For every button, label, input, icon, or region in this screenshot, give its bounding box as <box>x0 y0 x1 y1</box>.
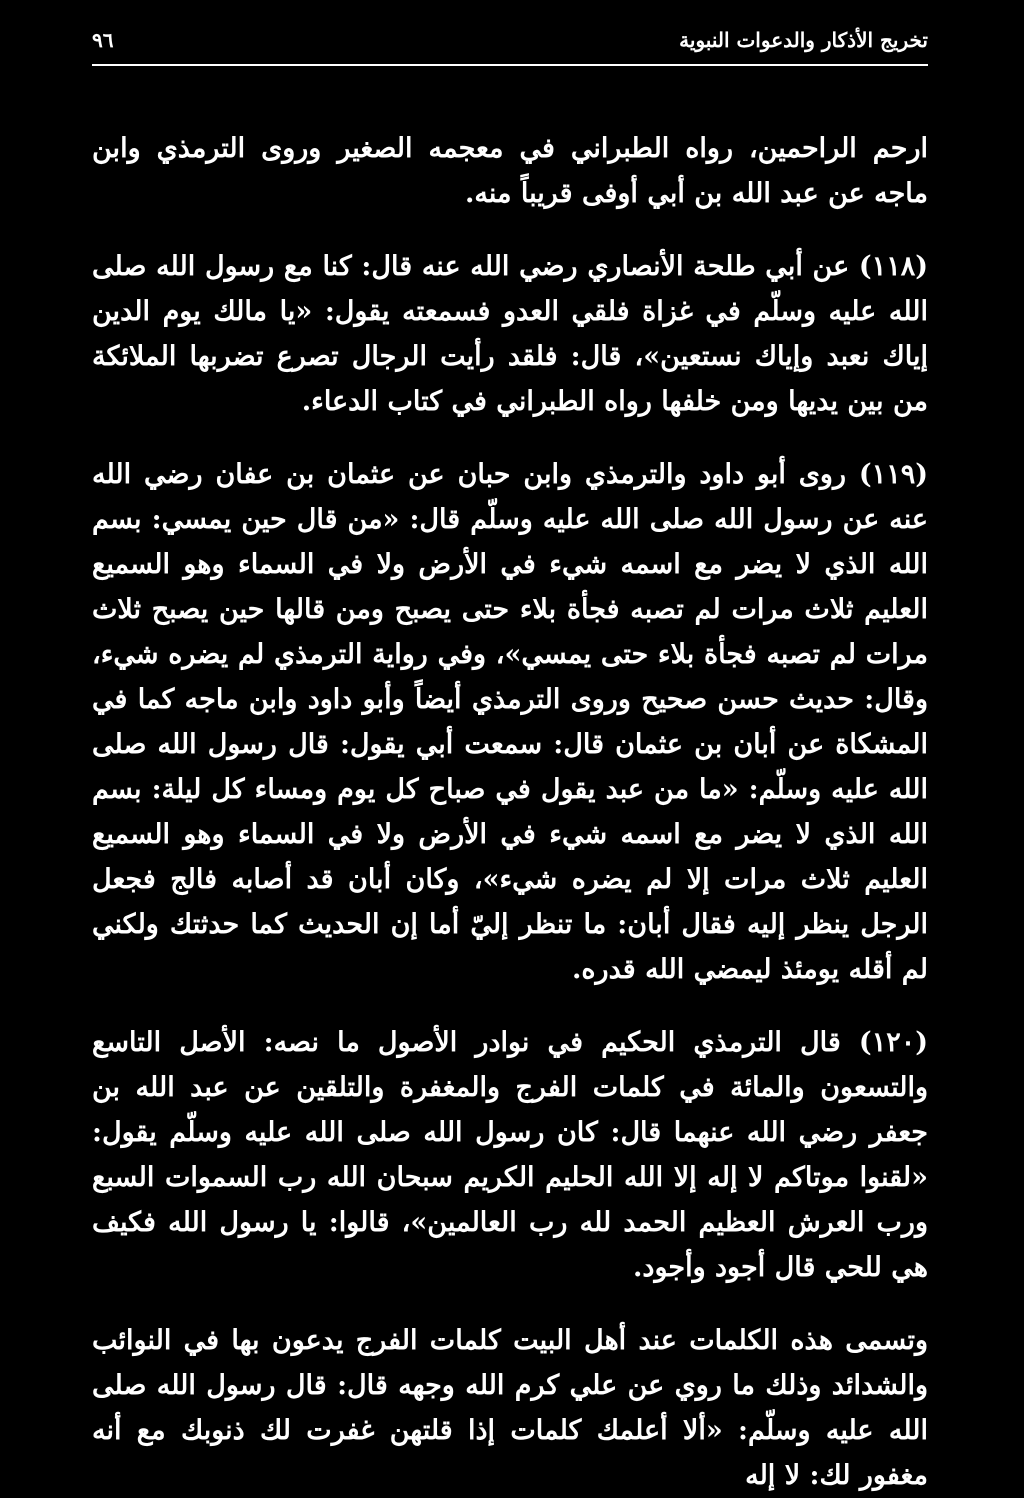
paragraph-continuation: ارحم الراحمين، رواه الطبراني في معجمه الصغير وروى الترمذي وابن ماجه عن عبد الله بن أبي أوفى قريباً منه. <box>92 133 928 209</box>
paragraph-hadith-119: (١١٩) روى أبو داود والترمذي وابن حبان عن عثمان بن عفان رضي الله عنه عن رسول الله صلى الله عليه وسلّم قال: «من قال حين يمسي: بسم الله الذي لا يضر مع اسمه شيء في الأرض ولا في السماء وهو السميع العليم ثلاث مرات لم تصبه فجأة بلاء حتى يصبح ومن قالها حين يصبح ثلاث مرات لم تصبه فجأة بلاء حتى يمسي»، وفي رواية الترمذي لم يضره شيء، وقال: حديث حسن صحيح وروى الترمذي أيضاً وأبو داود وابن ماجه كما في المشكاة عن أبان بن عثمان قال: سمعت أبي يقول: قال رسول الله صلى الله عليه وسلّم: «ما من عبد يقول في صباح كل يوم ومساء كل ليلة: بسم الله الذي لا يضر مع اسمه شيء في الأرض ولا في السماء وهو السميع العليم ثلاث مرات إلا لم يضره شيء»، وكان أبان قد أصابه فالج فجعل الرجل ينظر إليه فقال أبان: ما تنظر إليّ أما إن الحديث كما حدثتك ولكني لم أقله يومئذ ليمضي الله قدره. <box>92 459 929 985</box>
page-number: ٩٦ <box>92 28 114 52</box>
page-header <box>92 24 928 66</box>
paragraph-kalimat-al-faraj: وتسمى هذه الكلمات عند أهل البيت كلمات الفرج يدعون بها في النوائب والشدائد وذلك ما روي عن علي كرم الله وجهه قال: قال رسول الله صلى الله عليه وسلّم: «ألا أعلمك كلمات إذا قلتهن غفرت لك ذنوبك مع أنه مغفور لك: لا إله <box>92 1325 928 1491</box>
paragraph-hadith-118: (١١٨) عن أبي طلحة الأنصاري رضي الله عنه قال: كنا مع رسول الله صلى الله عليه وسلّم في غزاة فلقي العدو فسمعته يقول: «يا مالك يوم الدين إياك نعبد وإياك نستعين»، قال: فلقد رأيت الرجال تصرع تضربها الملائكة من بين يديها ومن خلفها رواه الطبراني في كتاب الدعاء. <box>92 251 928 417</box>
document-page <box>92 24 929 1491</box>
body-text <box>92 126 928 1498</box>
running-title: تخريج الأذكار والدعوات النبوية <box>679 28 928 52</box>
paragraph-hadith-120: (١٢٠) قال الترمذي الحكيم في نوادر الأصول ما نصه: الأصل التاسع والتسعون والمائة في كلمات الفرج والمغفرة والتلقين عن عبد الله بن جعفر رضي الله عنهما قال: كان رسول الله صلى الله عليه وسلّم يقول: «لقنوا موتاكم لا إله إلا الله الحليم الكريم سبحان الله رب السموات السبع ورب العرش العظيم الحمد لله رب العالمين»، قالوا: يا رسول الله فكيف هي للحي قال أجود وأجود. <box>92 1027 928 1283</box>
